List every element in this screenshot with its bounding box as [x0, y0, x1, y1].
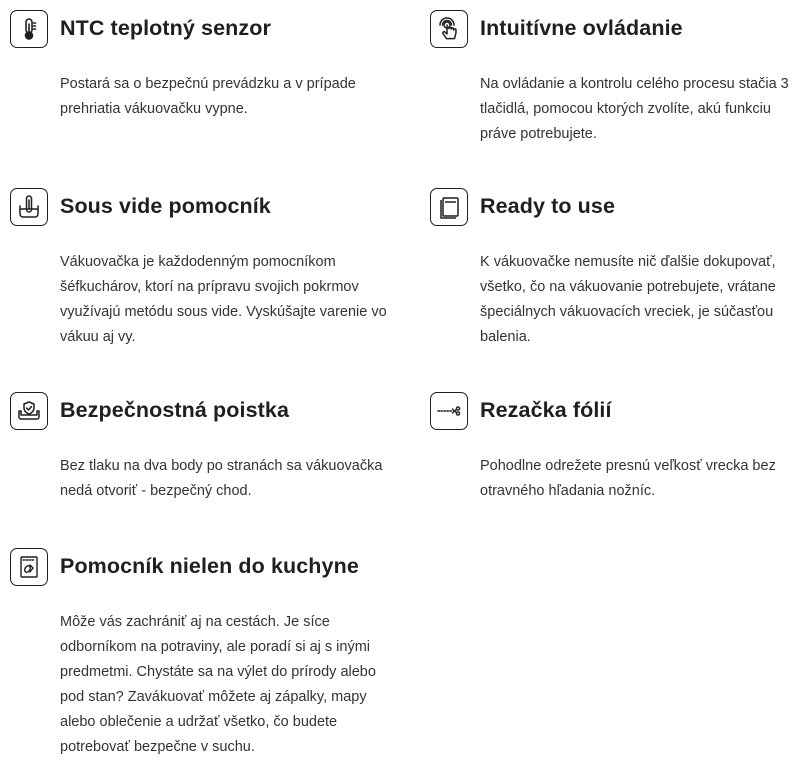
feature-description: K vákuovačke nemusíte nič ďalšie dokupovať, všetko, čo na vákuovanie potrebujete, vrátane špeciálnych vákuovacích vreciek, je súčasťou balenia.: [480, 254, 776, 345]
shield-lock-icon: [10, 392, 48, 430]
feature-title: NTC teplotný senzor: [60, 16, 271, 40]
feature-description: Pohodlne odrežete presnú veľkosť vrecka bez otravného hľadania nožníc.: [480, 458, 776, 499]
vacuum-bag-icon: [10, 548, 48, 586]
feature-title: Pomocník nielen do kuchyne: [60, 554, 359, 578]
feature-description: Na ovládanie a kontrolu celého procesu stačia 3 tlačidlá, pomocou ktorých zvolíte, akú funkciu práve potrebujete.: [480, 76, 789, 142]
feature-title: Rezačka fólií: [480, 398, 612, 422]
thermometer-icon: [10, 10, 48, 48]
sous-vide-icon: [10, 188, 48, 226]
feature-title: Sous vide pomocník: [60, 194, 271, 218]
feature-description: Vákuovačka je každodenným pomocníkom šéfkuchárov, ktorí na prípravu svojich pokrmov využívajú metódu sous vide. Vyskúšajte varenie vo vákuu aj vy.: [60, 254, 387, 345]
feature-description: Bez tlaku na dva body po stranách sa vákuovačka nedá otvoriť - bezpečný chod.: [60, 458, 383, 499]
feature-title: Bezpečnostná poistka: [60, 398, 289, 422]
feature-description: Môže vás zachrániť aj na cestách. Je síce odborníkom na potraviny, ale poradí si aj s inými predmetmi. Chystáte sa na výlet do prírody alebo pod stan? Zavákuovať môžete aj zápalky, mapy alebo oblečenie a udržať všetko, čo budete potrebovať bezpečne v suchu.: [60, 614, 376, 755]
foil-cutter-icon: [430, 392, 468, 430]
feature-description: Postará sa o bezpečnú prevádzku a v prípade prehriatia vákuovačku vypne.: [60, 76, 356, 117]
touch-hand-icon: [430, 10, 468, 48]
feature-title: Ready to use: [480, 194, 616, 218]
bags-stack-icon: [430, 188, 468, 226]
feature-title: Intuitívne ovládanie: [480, 16, 683, 40]
